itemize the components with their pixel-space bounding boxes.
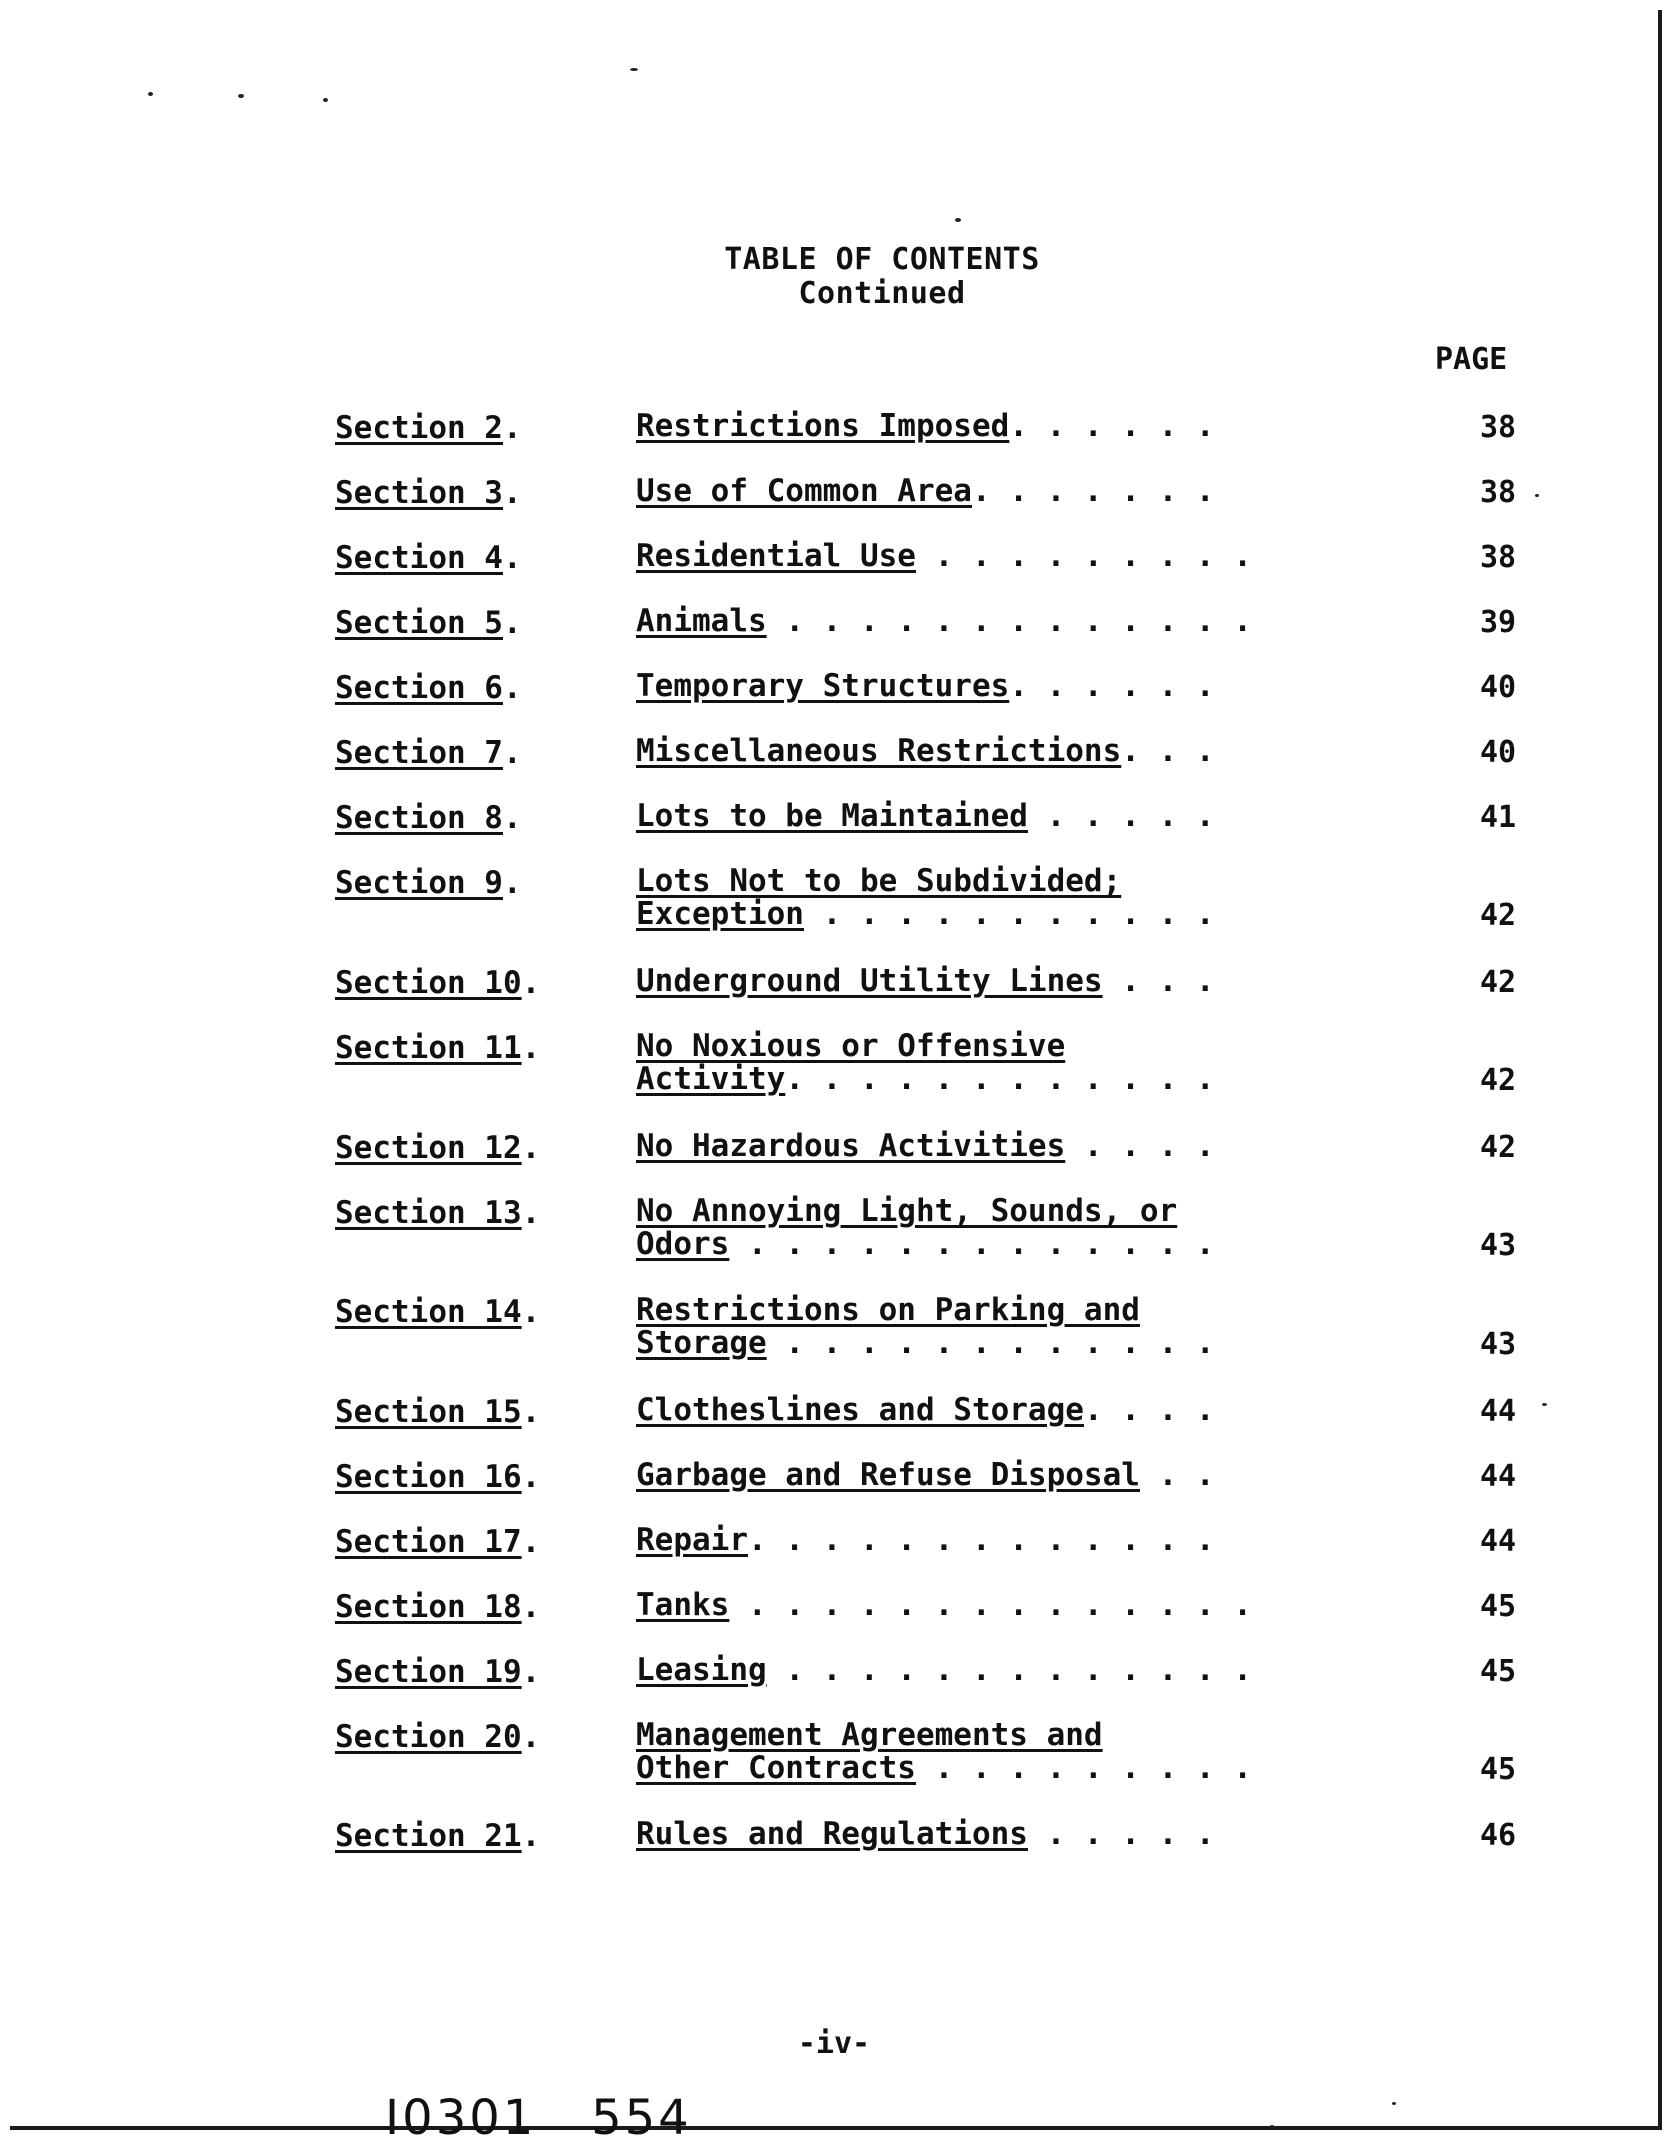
section-title: Garbage and Refuse Disposal . .: [636, 1459, 1215, 1492]
section-title: Residential Use . . . . . . . . .: [636, 540, 1252, 573]
section-number: Section 7.: [335, 735, 522, 771]
section-number: Section 19.: [335, 1654, 541, 1690]
section-title: Leasing . . . . . . . . . . . . .: [636, 1654, 1252, 1687]
scan-speck: [1542, 1403, 1547, 1406]
page-number-cell: 41: [1480, 800, 1517, 835]
page-number-cell: 42: [1480, 898, 1517, 933]
section-title: No Noxious or Offensive Activity. . . . . . . . . . . .: [636, 1030, 1215, 1096]
page-number-cell: 40: [1480, 735, 1517, 770]
section-title: Miscellaneous Restrictions. . .: [636, 735, 1215, 768]
section-number: Section 17.: [335, 1524, 541, 1560]
scan-speck: [323, 98, 328, 102]
section-title: Management Agreements and Other Contracts . . . . . . . . .: [636, 1719, 1252, 1785]
page-number-cell: 45: [1480, 1752, 1517, 1787]
section-title: Repair. . . . . . . . . . . . .: [636, 1524, 1215, 1557]
page-number-cell: 42: [1480, 965, 1517, 1000]
section-title: No Annoying Light, Sounds, or Odors . . . . . . . . . . . . .: [636, 1195, 1215, 1261]
section-title: Lots Not to be Subdivided; Exception . . . . . . . . . . .: [636, 865, 1215, 931]
section-number: Section 10.: [335, 965, 541, 1001]
scan-speck: [238, 94, 244, 98]
section-title: Rules and Regulations . . . . .: [636, 1818, 1215, 1851]
section-number: Section 12.: [335, 1130, 541, 1166]
page-number-cell: 38: [1480, 540, 1517, 575]
toc-list: [10, 10, 1658, 2126]
section-title: Restrictions Imposed. . . . . .: [636, 410, 1215, 443]
document-page: [10, 10, 1662, 2146]
page-number-cell: 46: [1480, 1818, 1517, 1853]
scan-speck: [955, 218, 961, 222]
section-title: Restrictions on Parking and Storage . . . . . . . . . . . .: [636, 1294, 1215, 1360]
section-number: Section 18.: [335, 1589, 541, 1625]
section-title: Temporary Structures. . . . . .: [636, 670, 1215, 703]
section-number: Section 14.: [335, 1294, 541, 1330]
section-number: Section 16.: [335, 1459, 541, 1495]
page-number-cell: 42: [1480, 1130, 1517, 1165]
section-number: Section 13.: [335, 1195, 541, 1231]
section-title: Use of Common Area. . . . . . .: [636, 475, 1215, 508]
page-number-cell: 43: [1480, 1228, 1517, 1263]
section-number: Section 20.: [335, 1719, 541, 1755]
section-title: Tanks . . . . . . . . . . . . . .: [636, 1589, 1252, 1622]
toc-title: TABLE OF CONTENTS: [724, 242, 1040, 277]
section-number: Section 6.: [335, 670, 522, 706]
page-number-cell: 44: [1480, 1524, 1517, 1559]
section-number: Section 2.: [335, 410, 522, 446]
page-number-cell: 45: [1480, 1589, 1517, 1624]
section-title: Animals . . . . . . . . . . . . .: [636, 605, 1252, 638]
page-number-cell: 40: [1480, 670, 1517, 705]
scan-speck: [1535, 494, 1539, 497]
page-number-cell: 38: [1480, 410, 1517, 445]
section-number: Section 3.: [335, 475, 522, 511]
section-number: Section 8.: [335, 800, 522, 836]
page-number-cell: 44: [1480, 1459, 1517, 1494]
scan-speck: [148, 92, 153, 96]
page-number-cell: 38: [1480, 475, 1517, 510]
section-title: No Hazardous Activities . . . .: [636, 1130, 1215, 1163]
document-stamp: I0301 554: [385, 2090, 692, 2146]
section-number: Section 9.: [335, 865, 522, 901]
page-number-cell: 39: [1480, 605, 1517, 640]
section-title: Clotheslines and Storage. . . .: [636, 1394, 1215, 1427]
section-title: Lots to be Maintained . . . . .: [636, 800, 1215, 833]
page-number-cell: 42: [1480, 1063, 1517, 1098]
toc-subtitle: Continued: [798, 276, 966, 311]
page-column-label: PAGE: [1435, 342, 1508, 377]
page-number-cell: 44: [1480, 1394, 1517, 1429]
scan-speck: [1392, 2102, 1396, 2105]
page-number-cell: 43: [1480, 1327, 1517, 1362]
section-number: Section 4.: [335, 540, 522, 576]
section-number: Section 15.: [335, 1394, 541, 1430]
page-number: -iv-: [797, 2026, 871, 2061]
section-title: Underground Utility Lines . . .: [636, 965, 1215, 998]
page-number-cell: 45: [1480, 1654, 1517, 1689]
section-number: Section 21.: [335, 1818, 541, 1854]
scan-speck: [630, 68, 638, 71]
section-number: Section 5.: [335, 605, 522, 641]
section-number: Section 11.: [335, 1030, 541, 1066]
scan-speck: [1270, 2125, 1274, 2128]
